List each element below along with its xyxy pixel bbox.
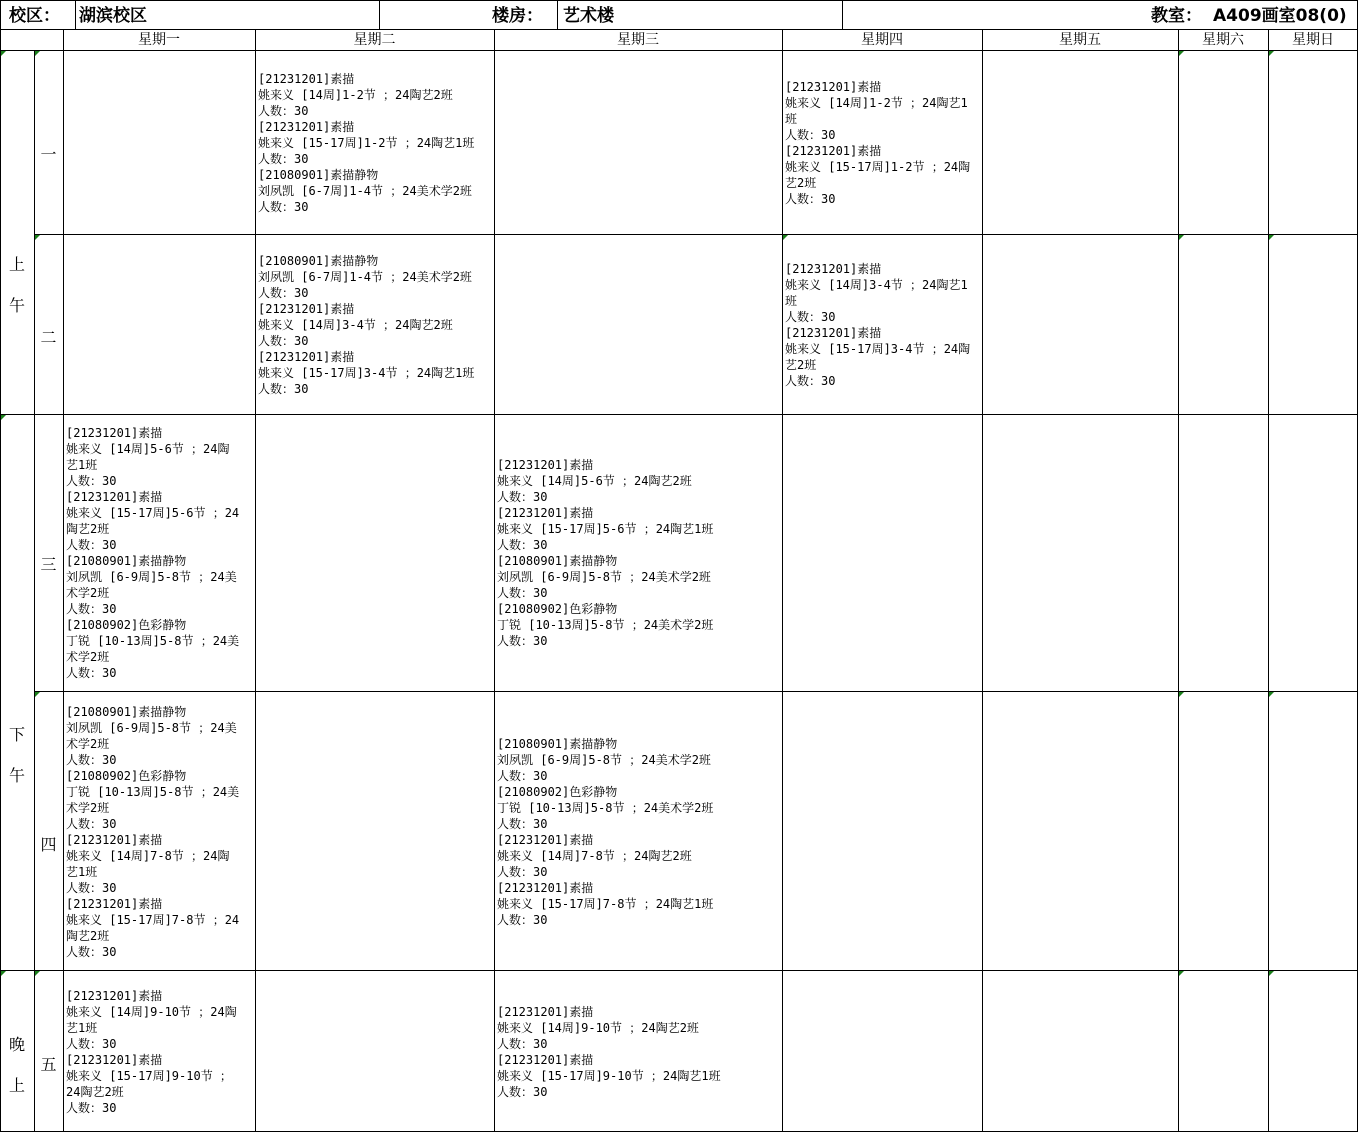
cell-s3-mon[interactable]: [21231201]素描 姚来义 [14周]5-6节 ；24陶 艺1班 人数：30 [21231201]素描 姚来义 [15-17周]5-6节 ；24 陶艺2班 人数：30 [21080901]素描静物 刘夙凯 [6-9周]5-8节 ；24美 术学2班 人数：30 [21080902]色彩静物 丁锐 [10-13周]5-8节 ；24美 术学2班 人数：30 — [66, 426, 240, 680]
cell-marker — [1269, 51, 1274, 56]
cell-s2-tue[interactable]: [21080901]素描静物 刘夙凯 [6-7周]1-4节 ；24美术学2班 人数：30 [21231201]素描 姚来义 [14周]3-4节 ；24陶艺2班 人数：30 [21231201]素描 姚来义 [15-17周]3-4节 ；24陶艺1班 人数：30 — [258, 254, 475, 396]
header-divider — [379, 0, 380, 30]
header-divider — [557, 0, 558, 30]
cell-marker — [1, 415, 6, 420]
day-header-tue: 星期二 — [353, 32, 396, 48]
cell-s1-thu[interactable]: [21231201]素描 姚来义 [14周]1-2节 ；24陶艺1 班 人数：30 [21231201]素描 姚来义 [15-17周]1-2节 ；24陶 艺2班 人数：30 — [785, 80, 971, 206]
grid-line — [255, 30, 256, 1132]
day-header-wed: 星期三 — [617, 32, 659, 48]
cell-marker — [1, 51, 6, 56]
period-char: 晚 — [8, 1035, 25, 1054]
building-label: 楼房： — [492, 6, 543, 26]
grid-line — [494, 30, 495, 1132]
cell-marker — [783, 235, 788, 240]
campus-value: 湖滨校区 — [79, 6, 147, 26]
period-char: 上 — [8, 255, 25, 274]
day-header-thu: 星期四 — [861, 32, 903, 48]
header-divider — [842, 0, 843, 30]
section-1: 一 — [40, 145, 57, 164]
section-2: 二 — [40, 328, 57, 347]
room-label: 教室： — [1151, 6, 1202, 26]
grid-line — [0, 414, 1358, 415]
cell-s5-wed[interactable]: [21231201]素描 姚来义 [14周]9-10节 ；24陶艺2班 人数：30 [21231201]素描 姚来义 [15-17周]9-10节 ；24陶艺1班 人数：30 — [497, 1005, 721, 1099]
grid-line — [782, 30, 783, 1132]
cell-marker — [1269, 235, 1274, 240]
cell-marker — [1269, 971, 1274, 976]
grid-line — [1268, 30, 1269, 1132]
day-header-fri: 星期五 — [1059, 32, 1101, 48]
building-value: 艺术楼 — [563, 6, 614, 26]
cell-marker — [35, 692, 40, 697]
campus-label: 校区： — [9, 6, 60, 26]
cell-marker — [35, 971, 40, 976]
day-header-sat: 星期六 — [1202, 32, 1244, 48]
cell-s4-mon[interactable]: [21080901]素描静物 刘夙凯 [6-9周]5-8节 ；24美 术学2班 人数：30 [21080902]色彩静物 丁锐 [10-13周]5-8节 ；24美 术学2班 人数：30 [21231201]素描 姚来义 [14周]7-8节 ；24陶 艺1班 人数：30 [21231201]素描 姚来义 [15-17周]7-8节 ；24 陶艺2班 人数：30 — [66, 705, 240, 959]
cell-s3-wed[interactable]: [21231201]素描 姚来义 [14周]5-6节 ；24陶艺2班 人数：30 [21231201]素描 姚来义 [15-17周]5-6节 ；24陶艺1班 人数：30 [21080901]素描静物 刘夙凯 [6-9周]5-8节 ；24美术学2班 人数：30 [21080902]色彩静物 丁锐 [10-13周]5-8节 ；24美术学2班 人数：30 — [497, 458, 714, 648]
period-char: 下 — [8, 725, 25, 744]
period-morning — [0, 252, 34, 316]
cell-s2-thu[interactable]: [21231201]素描 姚来义 [14周]3-4节 ；24陶艺1 班 人数：30 [21231201]素描 姚来义 [15-17周]3-4节 ；24陶 艺2班 人数：30 — [785, 262, 971, 388]
day-header-mon: 星期一 — [138, 32, 180, 48]
header-divider — [75, 0, 76, 30]
grid-line — [34, 691, 1358, 692]
grid-line — [1178, 30, 1179, 1132]
section-3: 三 — [40, 555, 57, 574]
grid-line — [0, 30, 1, 1132]
header-bar — [0, 0, 1358, 30]
cell-s4-wed[interactable]: [21080901]素描静物 刘夙凯 [6-9周]5-8节 ；24美术学2班 人数：30 [21080902]色彩静物 丁锐 [10-13周]5-8节 ；24美术学2班 人数：30 [21231201]素描 姚来义 [14周]7-8节 ；24陶艺2班 人数：30 [21231201]素描 姚来义 [15-17周]7-8节 ；24陶艺1班 人数：30 — [497, 737, 714, 927]
cell-marker — [1, 971, 6, 976]
section-4: 四 — [40, 835, 57, 854]
grid-line — [34, 234, 1358, 235]
cell-marker — [1179, 51, 1184, 56]
cell-marker — [35, 235, 40, 240]
cell-marker — [1269, 692, 1274, 697]
grid-line — [63, 30, 64, 1132]
cell-marker — [1179, 235, 1184, 240]
period-afternoon — [0, 722, 34, 786]
period-char: 午 — [8, 766, 25, 785]
period-evening — [0, 1032, 34, 1096]
grid-line — [0, 970, 1358, 971]
cell-s1-tue[interactable]: [21231201]素描 姚来义 [14周]1-2节 ；24陶艺2班 人数：30 [21231201]素描 姚来义 [15-17周]1-2节 ；24陶艺1班 人数：30 [21080901]素描静物 刘夙凯 [6-7周]1-4节 ；24美术学2班 人数：30 — [258, 72, 475, 214]
grid-line — [982, 30, 983, 1132]
room-value: A409画室08(0) — [1213, 6, 1347, 26]
cell-marker — [1179, 971, 1184, 976]
day-header-sun: 星期日 — [1292, 32, 1334, 48]
cell-marker — [1179, 692, 1184, 697]
period-char: 上 — [8, 1076, 25, 1095]
cell-marker — [35, 51, 40, 56]
period-char: 午 — [8, 296, 25, 315]
cell-s5-mon[interactable]: [21231201]素描 姚来义 [14周]9-10节 ；24陶 艺1班 人数：30 [21231201]素描 姚来义 [15-17周]9-10节 ； 24陶艺2班 人数：30 — [66, 989, 237, 1115]
section-5: 五 — [40, 1055, 57, 1074]
